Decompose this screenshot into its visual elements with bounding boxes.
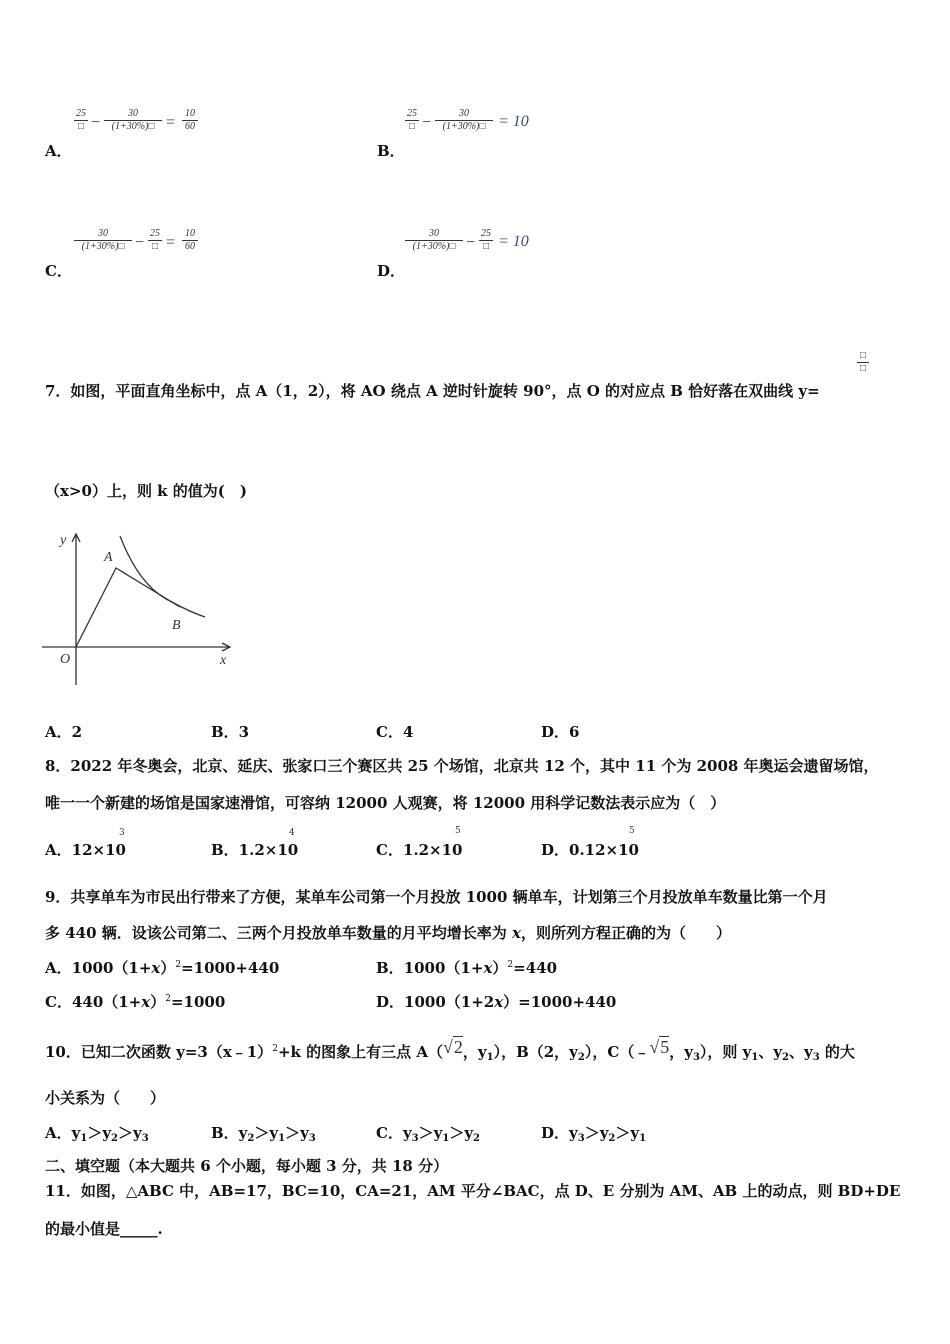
fraction: 25 □ [150,228,160,252]
q9-option-a[interactable]: A．$1000(1+x)^2=1000+440$ [45,959,280,977]
fraction: 25 □ [407,108,417,132]
q8-question-line2: 唯一一个新建的场馆是国家速滑馆，可容纳 12000 人观赛，将 12000 用科学记数法表示应为（ ） [45,794,726,812]
fraction: 10 60 [182,228,198,253]
point-label-a: A [104,550,113,565]
q7-option-d[interactable]: D．6 [541,723,580,741]
q10-question-line2: 小关系为（ ） [45,1089,166,1107]
q7-option-a[interactable]: A．2 [45,723,83,741]
q9-option-d[interactable]: D．1000（1+2x）=1000+440 [376,993,617,1011]
q7-option-c[interactable]: C．4 [376,723,414,741]
q7-figure [40,528,240,688]
q9-option-c[interactable]: C．$440(1+x)^2=1000$ [45,993,226,1011]
q10-option-a[interactable]: A．$y_1>y_2>y_3$ [45,1124,149,1144]
option-label: A． [45,142,72,160]
q7-fraction-k-over-x: □ □ [857,350,869,375]
minus-sign: − [422,114,432,131]
axis-label-x: x [220,653,227,668]
minus-sign: − [135,234,145,251]
minus-sign: − [91,114,101,131]
option-label: D． [377,262,406,280]
minus-sign: − [466,234,476,251]
q9-option-b[interactable]: B．$1000(1+x)^2=440$ [376,959,558,977]
fraction: 30 (1+30%)□ [74,228,132,253]
exponent: 3 [119,828,125,838]
q10-option-c[interactable]: C．$y_3>y_1>y_2$ [376,1124,480,1144]
q10-option-b[interactable]: B．$y_2>y_1>y_3$ [211,1124,316,1144]
option-label: B． [377,142,405,160]
q10-option-d[interactable]: D．$y_3>y_2>y_1$ [541,1124,647,1144]
option-text: B．1.2×10 [211,841,299,859]
q10-question-line1: 10．已知二次函数 y=3（x﹣1）$^2$+k 的图象上有三点 A（√2，$y_1$），B（2，$y_2$），C（﹣√5，$y_3$），则 $y_1$、$y_2$、$y_3$ 的大 [45,1037,855,1063]
point-label-b: B [172,618,181,633]
exponent: 4 [289,828,295,838]
fraction: 30 (1+30%)□ [405,228,463,253]
fraction: 30 (1+30%)□ [435,108,493,133]
hyperbola-curve [120,536,205,617]
q11-question-line2: 的最小值是_____. [45,1220,163,1238]
equation-rhs: = 10 [498,233,529,250]
option-text: C．1.2×10 [376,841,463,859]
q7-option-b[interactable]: B．3 [211,723,250,741]
segment-oab [76,568,180,647]
q9-question-line1: 9．共享单车为市民出行带来了方便，某单车公司第一个月投放 1000 辆单车，计划第三个月投放单车数量比第一个月 [45,888,828,906]
exponent: 5 [629,826,635,836]
q8-question-line1: 8．2022 年冬奥会，北京、延庆、张家口三个赛区共 25 个场馆，北京共 12 个，其中 11 个为 2008 年奥运会遗留场馆， [45,757,879,775]
point-label-o: O [60,652,71,667]
equals-sign: = [166,114,176,131]
sqrt-5: √5 [649,1037,670,1057]
section-heading-fill-in: 二、填空题（本大题共 6 个小题，每小题 3 分，共 18 分） [45,1157,449,1175]
axis-label-y: y [60,533,67,548]
sqrt-2: √2 [442,1037,463,1057]
q7-question-line1: 7．如图，平面直角坐标中，点 A（1，2），将 AO 绕点 A 逆时针旋转 90°，点 O 的对应点 B 恰好落在双曲线 y= [45,382,820,400]
option-text: D．0.12×10 [541,841,639,859]
q7-question-line2: （x>0）上，则 k 的值为( ) [45,482,247,500]
equals-sign: = [166,234,176,251]
fraction: 30 (1+30%)□ [104,108,162,133]
option-label: C． [45,262,72,280]
q11-question-line1: 11．如图，△ABC 中，AB=17，BC=10，CA=21，AM 平分∠BAC，点 D、E 分别为 AM、AB 上的动点，则 BD+DE [45,1182,901,1200]
option-text: A．12×10 [45,841,126,859]
fraction: 25 □ [481,228,491,252]
q9-question-line2: 多 440 辆．设该公司第二、三两个月投放单车数量的月平均增长率为 x，则所列方程正确的为（ ） [45,924,731,942]
exponent: 5 [455,826,461,836]
fraction: 25 □ [76,108,86,132]
fraction: 10 60 [182,108,198,133]
equation-rhs: = 10 [498,113,529,130]
